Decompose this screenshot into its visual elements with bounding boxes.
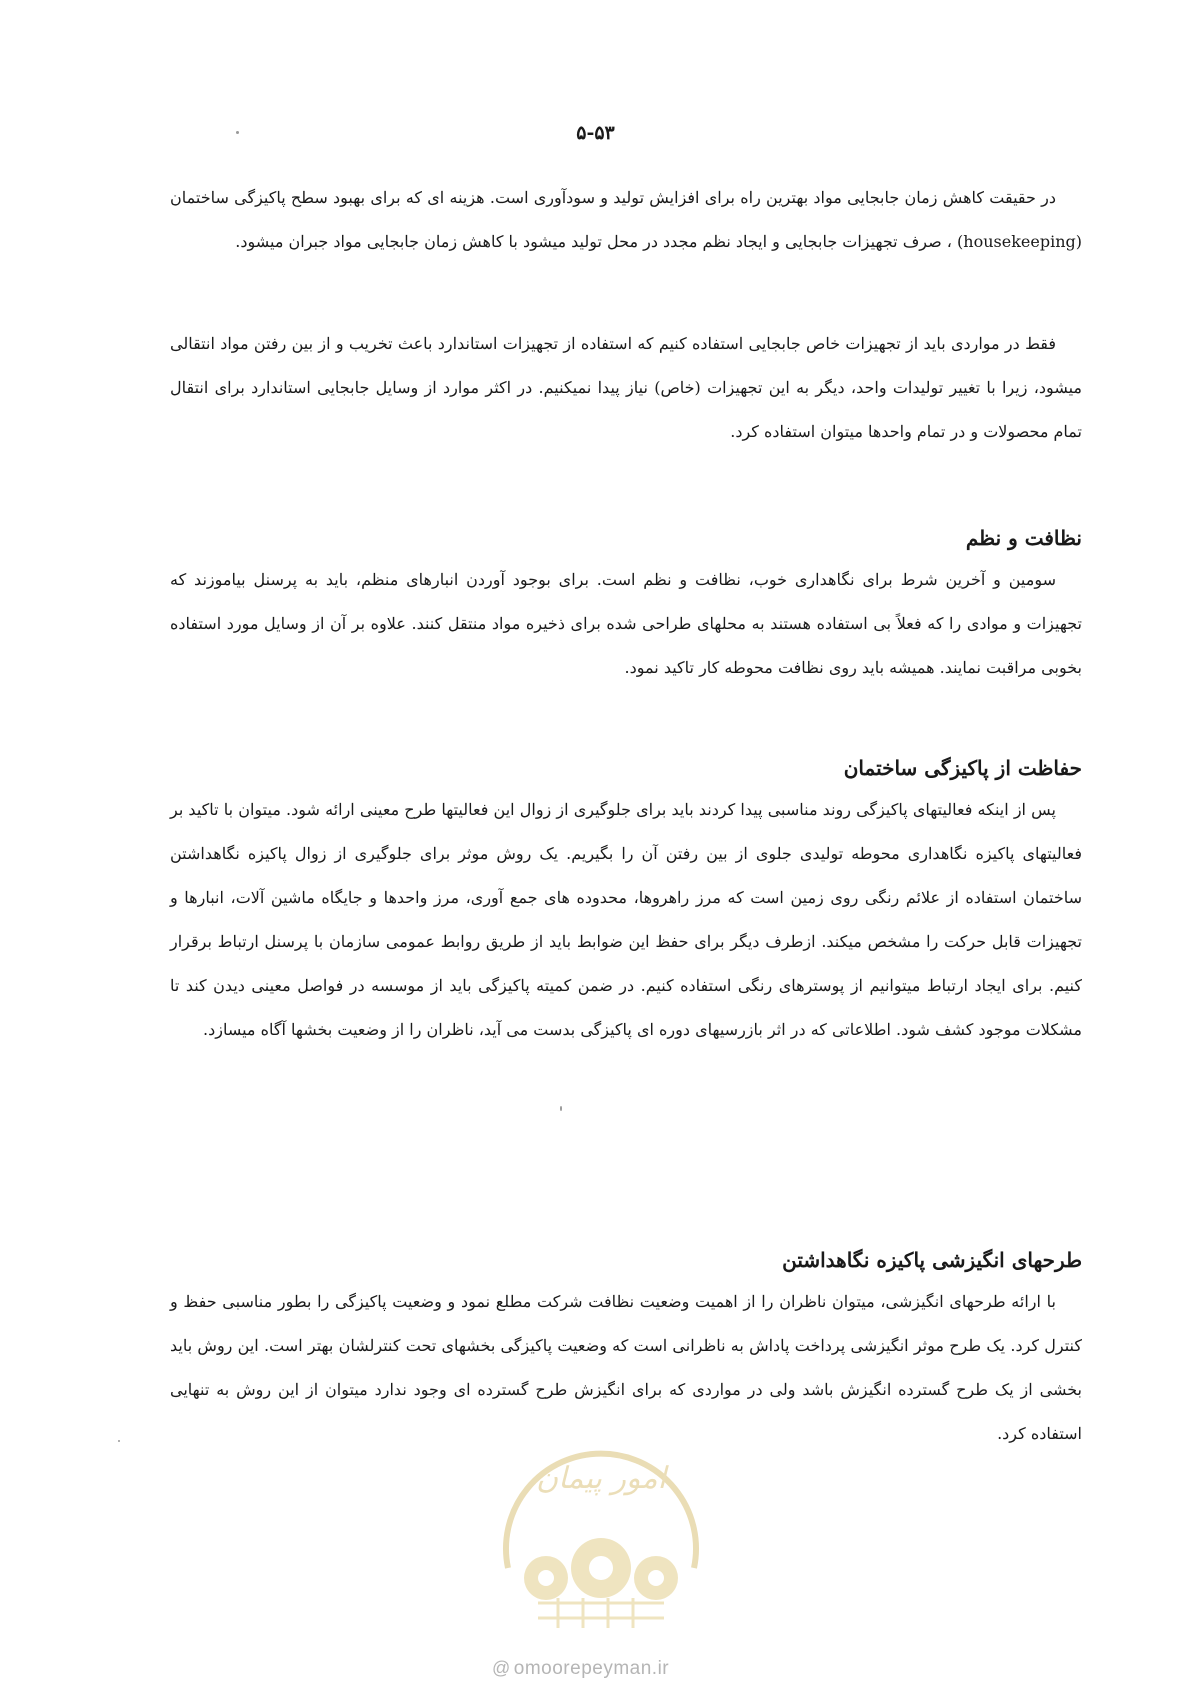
gear-seal-logo-icon bbox=[468, 1418, 734, 1633]
section-body: سومین و آخرین شرط برای نگاهداری خوب، نظافت و نظم است. برای بوجود آوردن انبارهای منظم، باید به پرسنل بیاموزند که تجهیزات و موادی را که فعلاً بی استفاده هستند به محلهای طراحی شده برای ذخیره مواد منتقل کنند. علاوه بر آن از وسایل مورد استفاده بخوبی مراقبت نمایند. همیشه باید روی نظافت محوطه کار تاکید نمود. bbox=[170, 570, 1082, 677]
site-watermark bbox=[492, 1658, 669, 1680]
section-heading: طرحهای انگیزشی پاکیزه نگاهداشتن bbox=[782, 1248, 1082, 1272]
section-building-cleanliness-protection bbox=[170, 748, 1082, 1052]
scan-speck bbox=[560, 1106, 562, 1111]
site-watermark-text: omoorepeyman.ir bbox=[513, 1658, 670, 1679]
section-cleanliness-order bbox=[170, 518, 1082, 690]
at-icon: @ bbox=[492, 1658, 511, 1678]
scan-speck bbox=[118, 1440, 120, 1442]
scan-speck bbox=[236, 131, 239, 134]
section-heading: نظافت و نظم bbox=[965, 526, 1082, 550]
page-number: ۵-۵۳ bbox=[576, 122, 615, 144]
intro-paragraph-1 bbox=[170, 176, 1082, 264]
seal-text: امور پیمان bbox=[536, 1461, 666, 1496]
paragraph-text: فقط در مواردی باید از تجهیزات خاص جابجایی استفاده کنیم که استفاده از تجهیزات استاندارد باعث تخریب و از بین رفتن مواد انتقالی میشود، زیرا با تغییر تولیدات واحد، دیگر به این تجهیزات (خاص) نیاز پیدا نمیکنیم. در اکثر موارد از وسایل جابجایی استاندارد برای انتقال تمام محصولات و در تمام واحدها میتوان استفاده کرد. bbox=[170, 334, 1082, 441]
paragraph-text: در حقیقت کاهش زمان جابجایی مواد بهترین راه برای افزایش تولید و سودآوری است. هزینه ای که برای بهبود سطح پاکیزگی ساختمان (housekeeping) ، صرف تجهیزات جابجایی و ایجاد نظم مجدد در محل تولید میشود با کاهش زمان جابجایی مواد جبران میشود. bbox=[170, 188, 1082, 251]
section-body: با ارائه طرحهای انگیزشی، میتوان ناظران را از اهمیت وضعیت نظافت شرکت مطلع نمود و وضعیت پاکیزگی را بطور مناسبی حفظ و کنترل کرد. یک طرح موثر انگیزشی پرداخت پاداش به ناظرانی است که وضعیت پاکیزگی بخشهای تحت کنترلشان بهتر است. این روش باید بخشی از یک طرح گسترده انگیزش باشد ولی در مواردی که برای انگیزش طرح گسترده ای وجود ندارد میتوان از این روش به تنهایی استفاده کرد. bbox=[170, 1292, 1083, 1443]
section-heading: حفاظت از پاکیزگی ساختمان bbox=[843, 756, 1082, 780]
intro-paragraph-2 bbox=[170, 322, 1082, 454]
section-body: پس از اینکه فعالیتهای پاکیزگی روند مناسبی پیدا کردند باید برای جلوگیری از زوال این فعالیتها طرح معینی ارائه شود. میتوان با تاکید بر فعالیتهای پاکیزه نگاهداری محوطه تولیدی جلوی از بین رفتن آن را بگیریم. یک روش موثر برای جلوگیری از زوال پاکیزه نگاهداشتن ساختمان استفاده از علائم رنگی روی زمین است که مرز راهروها، محدوده های جمع آوری، مرز واحدها و جایگاه ماشین آلات، انبارها و تجهیزات قابل حرکت را مشخص میکند. ازطرف دیگر برای حفظ این ضوابط باید از طریق روابط عمومی سازمان با پرسنل ارتباط برقرار کنیم. برای ایجاد ارتباط میتوانیم از پوسترهای رنگی استفاده کنیم. در ضمن کمیته پاکیزگی باید از موسسه در فواصل معینی دیدن کند تا مشکلات موجود کشف شود. اطلاعاتی که در اثر بازرسیهای دوره ای پاکیزگی بدست می آید، ناظران را از وضعیت بخشها آگاه میسازد. bbox=[170, 800, 1082, 1039]
